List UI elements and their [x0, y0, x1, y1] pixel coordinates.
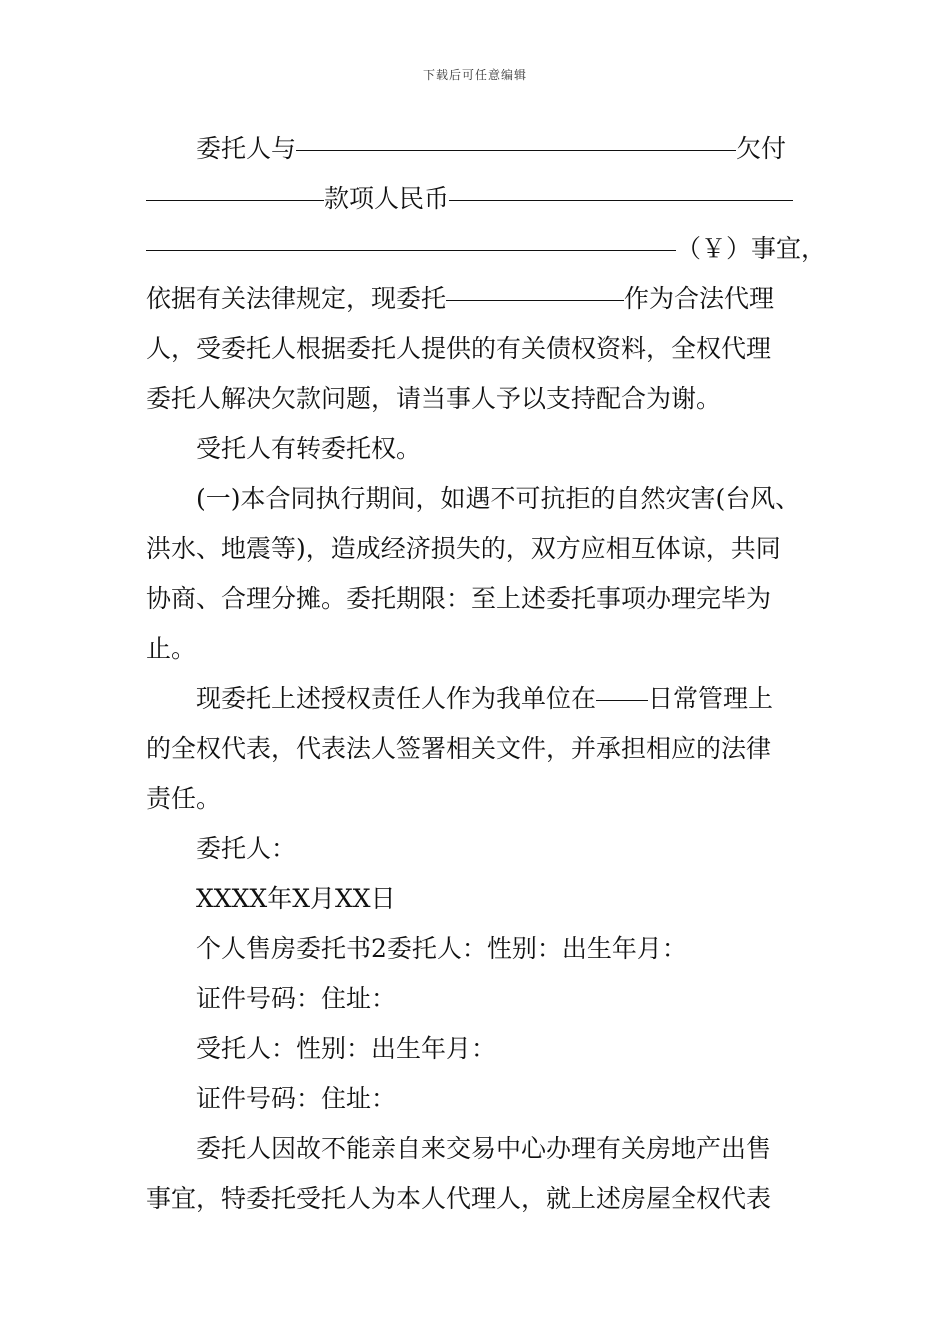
paragraph-line	[146, 674, 810, 724]
paragraph-line: 的全权代表，代表法人签署相关文件，并承担相应的法律	[146, 734, 772, 763]
paragraph-line	[146, 274, 810, 324]
paragraph-line: 委托人解决欠款问题，请当事人予以支持配合为谢。	[146, 384, 722, 413]
text-span: 款项人民币	[324, 184, 450, 213]
paragraph-line: 受托人有转委托权。	[196, 434, 422, 463]
paragraph-line: 受托人：性别：出生年月：	[196, 1034, 497, 1063]
fill-blank-item	[146, 199, 324, 201]
paragraph-line: 人，受委托人根据委托人提供的有关债权资料，全权代理	[146, 334, 772, 363]
fill-blank-debtor	[296, 149, 736, 151]
page-header-note: 下载后可任意编辑	[422, 68, 527, 82]
paragraph-line: 事宜，特委托受托人为本人代理人，就上述房屋全权代表	[146, 1184, 772, 1213]
fill-blank-agent	[446, 299, 624, 301]
paragraph-line: 协商、合理分摊。委托期限：至上述委托事项办理完毕为	[146, 584, 772, 613]
text-span: （￥）事宜，	[676, 234, 827, 263]
text-span: 现委托上述授权责任人作为我单位在	[196, 684, 597, 713]
text-span: 依据有关法律规定，现委托	[146, 284, 447, 313]
paragraph-line: 委托人：	[196, 834, 297, 863]
paragraph-line: XXXX年X月XX日	[196, 884, 396, 913]
fill-blank-amount	[449, 199, 793, 201]
text-span: 委托人与	[196, 134, 297, 163]
text-span: 日常管理上	[648, 684, 774, 713]
paragraph-line: 止。	[146, 634, 197, 663]
paragraph-line: 证件号码：住址：	[196, 1084, 397, 1113]
text-span: 欠付	[736, 134, 787, 163]
paragraph-line: 洪水、地震等)，造成经济损失的，双方应相互体谅，共同	[146, 534, 781, 563]
paragraph-line: 委托人因故不能亲自来交易中心办理有关房地产出售	[196, 1134, 772, 1163]
fill-blank-amount-words	[146, 249, 676, 251]
document-body	[146, 124, 827, 1224]
paragraph-line	[146, 224, 827, 274]
paragraph-line: (一)本合同执行期间，如遇不可抗拒的自然灾害(台风、	[196, 484, 801, 513]
paragraph-line	[146, 174, 810, 224]
paragraph-line: 责任。	[146, 784, 222, 813]
fill-blank-scope	[596, 699, 648, 701]
paragraph-line: 个人售房委托书2委托人：性别：出生年月：	[196, 934, 687, 963]
paragraph-line	[146, 124, 810, 174]
text-span: 作为合法代理	[624, 284, 775, 313]
paragraph-line: 证件号码：住址：	[196, 984, 397, 1013]
